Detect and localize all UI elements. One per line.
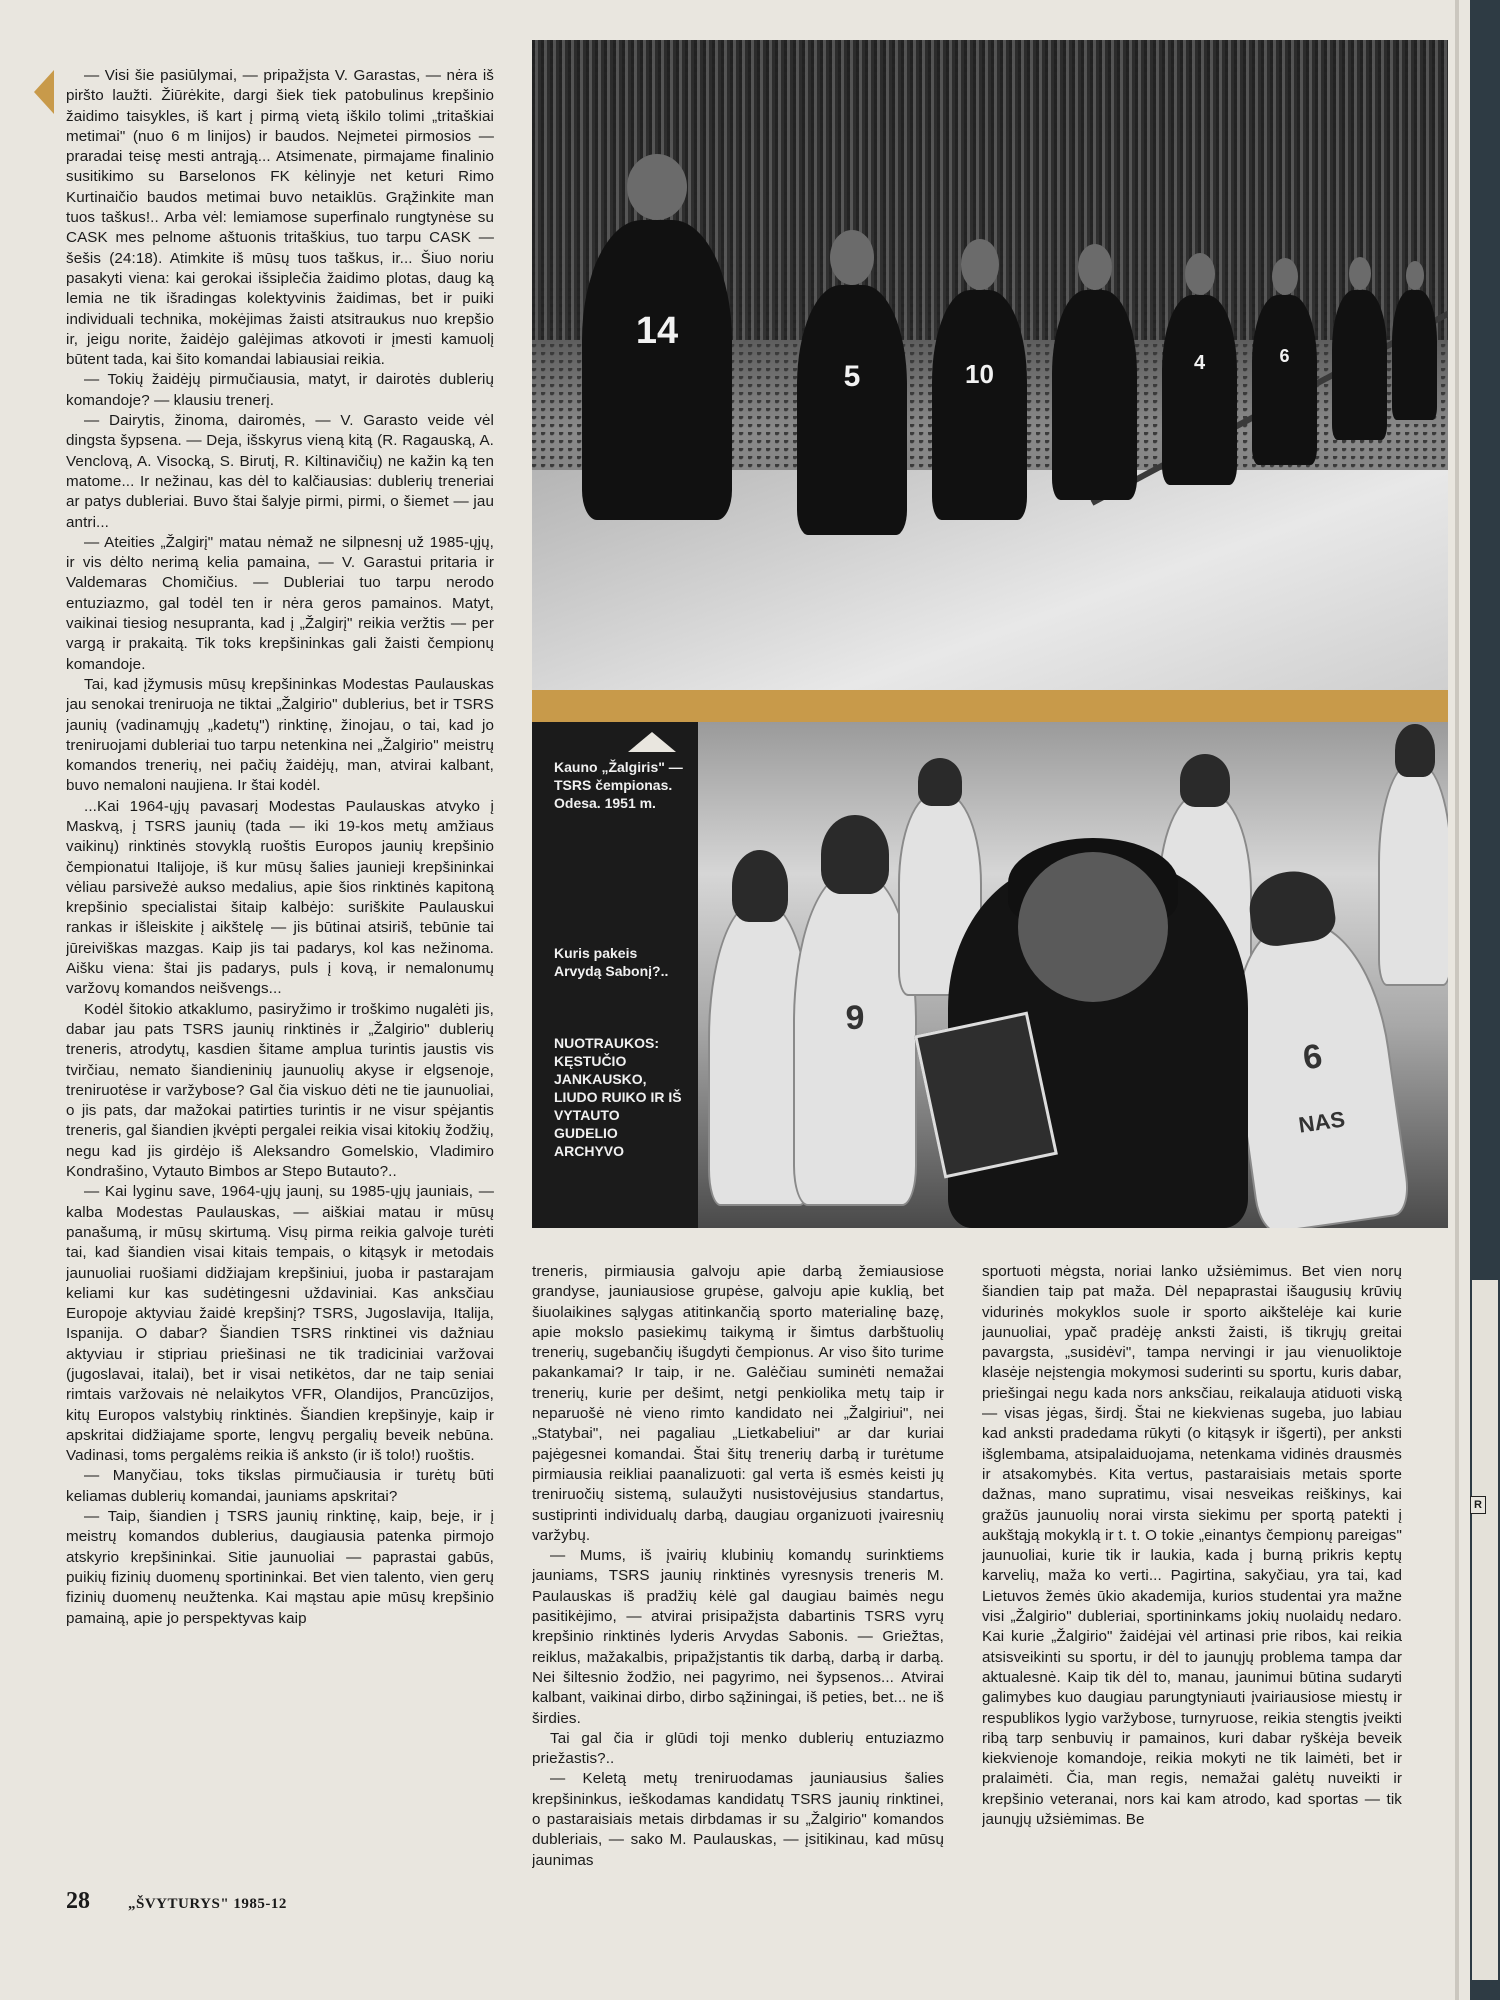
registered-mark: R	[1470, 1496, 1486, 1514]
paragraph: Tai, kad įžymusis mūsų krepšininkas Modestas Paulauskas jau senokai treniruoja ne tiktai „Žalgirio" dublerius, bet ir TSRS jaunių (vadinamųjų „kadetų") rinktinę, žinojau, o tai, kad jo treniruojami dubleriai tuo tarpu netenkina nei „Žalgirio" meistrų komandos trenerių, nei pačių žaidėjų, man, atvirai kalbant, buvo nemaloni naujiena. Ir štai kodėl.	[66, 675, 494, 795]
boy	[1378, 762, 1448, 986]
paragraph: — Keletą metų treniruodamas jauniausius šalies krepšininkus, ieškodamas kandidatų TSRS jaunių rinktinei, o pastaraisiais metais dirbdamas ir su „Žalgirio" komandos dubleriais, — sako M. Paulauskas, — įsitikinau, kad mūsų jaunimas	[532, 1770, 944, 1869]
jersey-number: 14	[635, 310, 679, 352]
caption-top-photo: Kauno „Žalgiris" — TSRS čempionas. Odesa. 1951 m.	[554, 759, 683, 811]
boy-hair	[732, 850, 788, 922]
photo-caption-box	[532, 722, 698, 1228]
player	[797, 285, 907, 535]
jersey-number: 10	[965, 359, 994, 389]
paragraph: — Dairytis, žinoma, dairomės, — V. Garasto veide vėl dingsta šypsena. — Deja, išskyrus vieną kitą (R. Ragauską, A. Venclovą, A. Visocką, S. Birutį, R. Kiltinavičių) ne kažin ką ten matome... Ir nežinau, kas dėl to kalčiausias: dublerių treneriai ar patys dubleriai. Buvo štai šalyje pirmi, pirmi, o šiemet — jau antri...	[66, 412, 494, 531]
paragraph: Tai gal čia ir glūdi toji menko dublerių entuziazmo priežastis?..	[532, 1729, 944, 1768]
jersey-number: 4	[1193, 352, 1206, 374]
player	[582, 220, 732, 520]
gold-divider-band	[532, 690, 1448, 722]
paragraph: sportuoti mėgsta, noriai lanko užsiėmimus. Bet vien norų šiandien taip pat maža. Dėl nepaprastai išaugusių krūvių vidurinės mokyklos suole ir sporto aikštelėje kai kurie jaunuoliai, ypač pradėję anksti žaisti, iš tikrųjų greitai pavargsta, „susidėvi", tampa nervingi ir jau vienuoliktoje klasėje neįstengia mokymosi suderinti su sportu, kuris dabar, priešingai negu kada nors anksčiau, reikalauja atiduoti viską — visas jėgas, širdį. Štai ne kiekvienas sugeba, juo labiau kad anksti pradedama rūkyti (o kitąsyk ir išgerti), per anksti išglembama, atsipalaiduojama, netenkama vidinės drausmės ir atsakomybės. Kita vertus, pastaraisiais metais sporte dažnas, mano supratimu, visai nesveikas reiškinys, kai gražūs jaunuolių norai virsta siekimu per sportą patekti į aukštąją mokyklą ir t. t. O tokie „einantys čempionų pareigas" jaunuoliai, kurie tik ir laukia, kada į burną prikris keptų karvelių, maža ko verti... Pagirtina, sakyčiau, yra tai, kad Lietuvos žemės ūkio akademija, kurios studentai yra mažne visi „Žalgirio" dubleriai, sportininkams jokių nuolaidų nedaro. Kai kurie „Žalgirio" žaidėjai vėl artinasi prie ribos, kai reikia atsisveikinti su sportu, ir dėl to jaunųjų problema tampa dar aktualesnė. Kaip tik dėl to, manau, jaunimui būtina sudaryti galimybes kuo daugiau parungtyniauti įvairiausiose miestų ir respublikos lygio varžybose, turnyruose, reikia stengtis įveikti ribą tarp senbuvių ir pamainos, kuri dabar ryškėja beveik kiekvienoje komandoje, reikia mokyti ne tik laimėti, bet ir pralaimėti. Čia, man regis, nemažai galėtų nuveikti ir krepšinio veteranai, nors kai kam atrodo, kad sportas — tik jaunųjų užsiėmimas. Be	[982, 1263, 1402, 1829]
article-column-1	[66, 66, 494, 1866]
player-head	[1078, 244, 1112, 290]
player	[1332, 290, 1387, 440]
caption-bottom-photo: Kuris pakeis Arvydą Sabonį?..	[554, 945, 669, 979]
player-head	[1406, 261, 1424, 290]
magazine-issue: „ŠVYTURYS" 1985-12	[128, 1896, 287, 1912]
jersey-number: 9	[845, 999, 865, 1038]
photo-team-parade	[532, 40, 1448, 690]
photo-credits: NUOTRAUKOS: KĘSTUČIO JANKAUSKO, LIUDO RUIKO IR IŠ VYTAUTO GUDELIO ARCHYVO	[554, 1035, 682, 1159]
paragraph: — Visi šie pasiūlymai, — pripažįsta V. Garastas, — nėra iš piršto laužti. Žiūrėkite, dargi šiek tiek patobulinus krepšinio žaidimo taisykles, iš kart į pirmą vietą iškilo tolimi „tritaškiai metimai" (nuo 6 m linijos) ir baudos. Neįmetei pirmosios — praradai teisę mesti antrąją... Atsimenate, pirmajame finalinio susitikimo su Barselonos FK kėlinyje net keturi Rimo Kurtinaičio baudos metimai buvo netaiklūs. Grąžinkite man tuos taškus!.. Arba vėl: lemiamose superfinalo rungtynėse su CASK mes pelnome aštuonis tritaškius, tuo tarpu CASK — šešis (24:18). Atimkite iš mūsų tuos taškus, ir... Šiuo noriu pasakyti viena: kai gerokai išsiplečia žaidimo plotas, daug ką lemia ne tik išradingas kolektyvinis žaidimas, bet ir puiki individuali technika, mokėjimas žaisti atsitraukus nuo krepšio ir, jeigu norite, žaidėjo galėjimas atkovoti ir įmesti kamuolį būtent tada, kai šito komandai labiausiai reikia.	[66, 67, 494, 369]
paragraph: — Mums, iš įvairių klubinių komandų surinktiems jauniams, TSRS jaunių rinktinės vyresnysis treneris M. Paulauskas iš pradžių kėlė gal daugiau baimės negu pasitikėjimo, — atvirai prisipažįsta dabartinis TSRS vyrų krepšinio rinktinės lyderis Arvydas Sabonis. — Griežtas, reiklus, mažakalbis, pripažįstantis tik darbą, darbą ir darbą. Nei šiltesnio žodžio, nei pagyrimo, nei šypsenos... Atvirai kalbant, vaikinai dirbo, dirbo sąžiningai, iš peties, bet... ne iš širdies.	[532, 1547, 944, 1727]
left-arrow-icon	[34, 70, 54, 114]
up-arrow-icon	[628, 732, 676, 752]
player-head	[830, 230, 874, 285]
jersey-number: 6	[1300, 1037, 1325, 1078]
page-fold	[1455, 0, 1459, 2000]
adjacent-page-edge	[1470, 0, 1500, 2000]
boy-hair	[918, 758, 963, 806]
paragraph: — Tokių žaidėjų pirmučiausia, matyt, ir dairotės dublerių komandoje? — klausiu trenerį.	[66, 371, 494, 409]
jersey-number: 6	[1279, 346, 1290, 366]
player-head	[961, 239, 999, 290]
boy-hair	[821, 815, 888, 894]
player	[1052, 290, 1137, 500]
jersey-text: NAS	[1297, 1106, 1347, 1138]
article-column-2	[532, 1262, 944, 1874]
paragraph: — Kai lyginu save, 1964-ųjų jaunį, su 1985-ųjų jauniais, — kalba Modestas Paulauskas, — aiškiai matau ir mūsų panašumą, ir mūsų skirtumą. Visų pirma reikia galvoje turėti tai, kad šiandien visai kitais tempais, o kitąsyk ir metodais jaunuoliai ruošiami didžiajam krepšiniui, juoba ir pastarajam keliami kur kas sudėtingesni uždaviniai. Kas anksčiau Europoje aktyviau žaidė krepšinį? TSRS, Jugoslavija, Italija, Ispanija. O dabar? Šiandien TSRS rinktinei vis dažniau aktyviau ir stipriau priešinasi ne tik tradiciniai varžovai (jugoslavai, italai), bet ir visai netikėtos, dar ne taip seniai rimtais varžovais nė nelaikytos VFR, Olandijos, Prancūzijos, kitų Europos valstybių rinktinės. Šiandien krepšinyje, kaip ir apskritai didžiajame sporte, lengvų pergalių beveik nebūna. Vadinasi, toms pergalėms reikia iš anksto (ir iš tolo!) ruoštis.	[66, 1183, 494, 1465]
player	[1392, 290, 1437, 420]
page-footer	[66, 1888, 287, 1915]
photo-young-players	[698, 722, 1448, 1228]
player-head	[1272, 258, 1298, 295]
boy-hair	[1395, 724, 1434, 777]
player-head	[1349, 257, 1371, 290]
paragraph: — Manyčiau, toks tikslas pirmučiausia ir turėtų būti keliamas dublerių komandai, jauniams apskritai?	[66, 1467, 494, 1505]
paragraph: treneris, pirmiausia galvoju apie darbą žemiausiose grandyse, jauniausiose grupėse, galvoju apie kuklią, bet šiuolaikines sąlygas atitinkančią sporto materialinę bazę, apie mokslo pasiekimų taikymą ir šimtus darbštuolių trenerių, sugebančių išugdyti čempionus. Ar viso šito turime pakankamai? Ir taip, ir ne. Galėčiau suminėti nemažai trenerių, kurie per dešimt, netgi penkiolika metų taip ir neparuošė nė vieno rimto kandidato nei „Žalgiriui", nei „Statybai", nei pagaliau „Lietkabeliui" ar dar kuriai pajėgesnei komandai. Štai šitų trenerių darbą ir turėtume pirmiausia reikliai paanalizuoti: gal verta iš esmės keisti jų treniruočių sistemą, sulaužyti nusistovėjusius standartus, sustiprinti individualų darbą, daugiau organizuoti įvairesnių varžybų.	[532, 1263, 944, 1544]
article-column-3	[982, 1262, 1402, 1874]
player	[1162, 295, 1237, 485]
man-head	[1018, 852, 1168, 1002]
jersey-number: 5	[843, 360, 861, 393]
paragraph: ...Kai 1964-ųjų pavasarį Modestas Paulauskas atvyko į Maskvą, į TSRS jaunių (tada — iki 19-kos metų amžiaus vaikinų) rinktinės stovyklą ruoštis Europos jaunių krepšinio čempionatui Italijoje, iš kur mūsų šalies jaunieji krepšininkai vėliau parsivežė aukso medalius, apie šios rinktinės kapitoną krepšinio specialistai šitaip kalbėjo: suriškite Paulauskui rankas ir išleiskite į aikštelę — jis būtinai atsiriš, tebūnie tai jūreiviškas mazgas. Kaip jis tai padarys, kol kas nežinoma. Aišku viena: štai jis padarys, puls į kovą, ir nemalonumų varžovų komandos neišvengs...	[66, 797, 494, 998]
paragraph: Kodėl šitokio atkaklumo, pasiryžimo ir troškimo nugalėti jis, dabar jau pats TSRS jaunių rinktinės ir „Žalgirio" dublerių treneris, atrodytų, kasdien šitame amplua turintis jaustis vis tvirčiau, nemato šiandieninių jaunuolių akyse ir elgsenoje, treniruotėse ir varžybose? Gal čia viskuo dėti ne tie jaunuoliai, o jis pats, dar mažokai patirties turintis ir ne visur spėjantis treneris, gal šiandien įkvėpti pergalei reikia visai kitokių žodžių, negu kad jis girdėjo iš Aleksandro Gomelskio, Vladimiro Kondrašino, Vytauto Bimbos ar Stepo Butauto?..	[66, 1000, 494, 1181]
player	[1252, 295, 1317, 465]
paragraph: — Taip, šiandien į TSRS jaunių rinktinę, kaip, beje, ir į meistrų komandos dublerius, daugiausia patenka pirmojo atskyrio krepšininkai. Sitie jaunuoliai — paprastai gabūs, puikių fizinių duomenų sportininkai. Bet vien talento, vien gerų fizinių duomenų neužtenka. Kai mąstau apie mūsų krepšinio pamainą, apie jo perspektyvas kaip	[66, 1508, 494, 1627]
player-head	[627, 154, 687, 220]
boy-hair	[1245, 866, 1338, 949]
paragraph: — Ateities „Žalgirį" matau nėmaž ne silpnesnį už 1985-ųjų, ir vis dėlto nerimą kelia pamaina, — V. Garastui pritaria ir Valdemaras Chomičius. — Dubleriai tuo tarpu nerodo entuziazmo, gal todėl ten ir nėra geros pamainos. Matyt, vaikinai tiesiog nesupranta, kad į „Žalgirį" reikia veržtis — per vargą ir prakaitą. Tik toks krepšininkas gali žaisti čempionų komandoje.	[66, 533, 494, 673]
adjacent-page-tab	[1472, 1280, 1498, 1980]
player	[932, 290, 1027, 520]
page-number: 28	[66, 1888, 90, 1914]
boy-hair	[1180, 754, 1230, 807]
player-head	[1185, 253, 1215, 295]
